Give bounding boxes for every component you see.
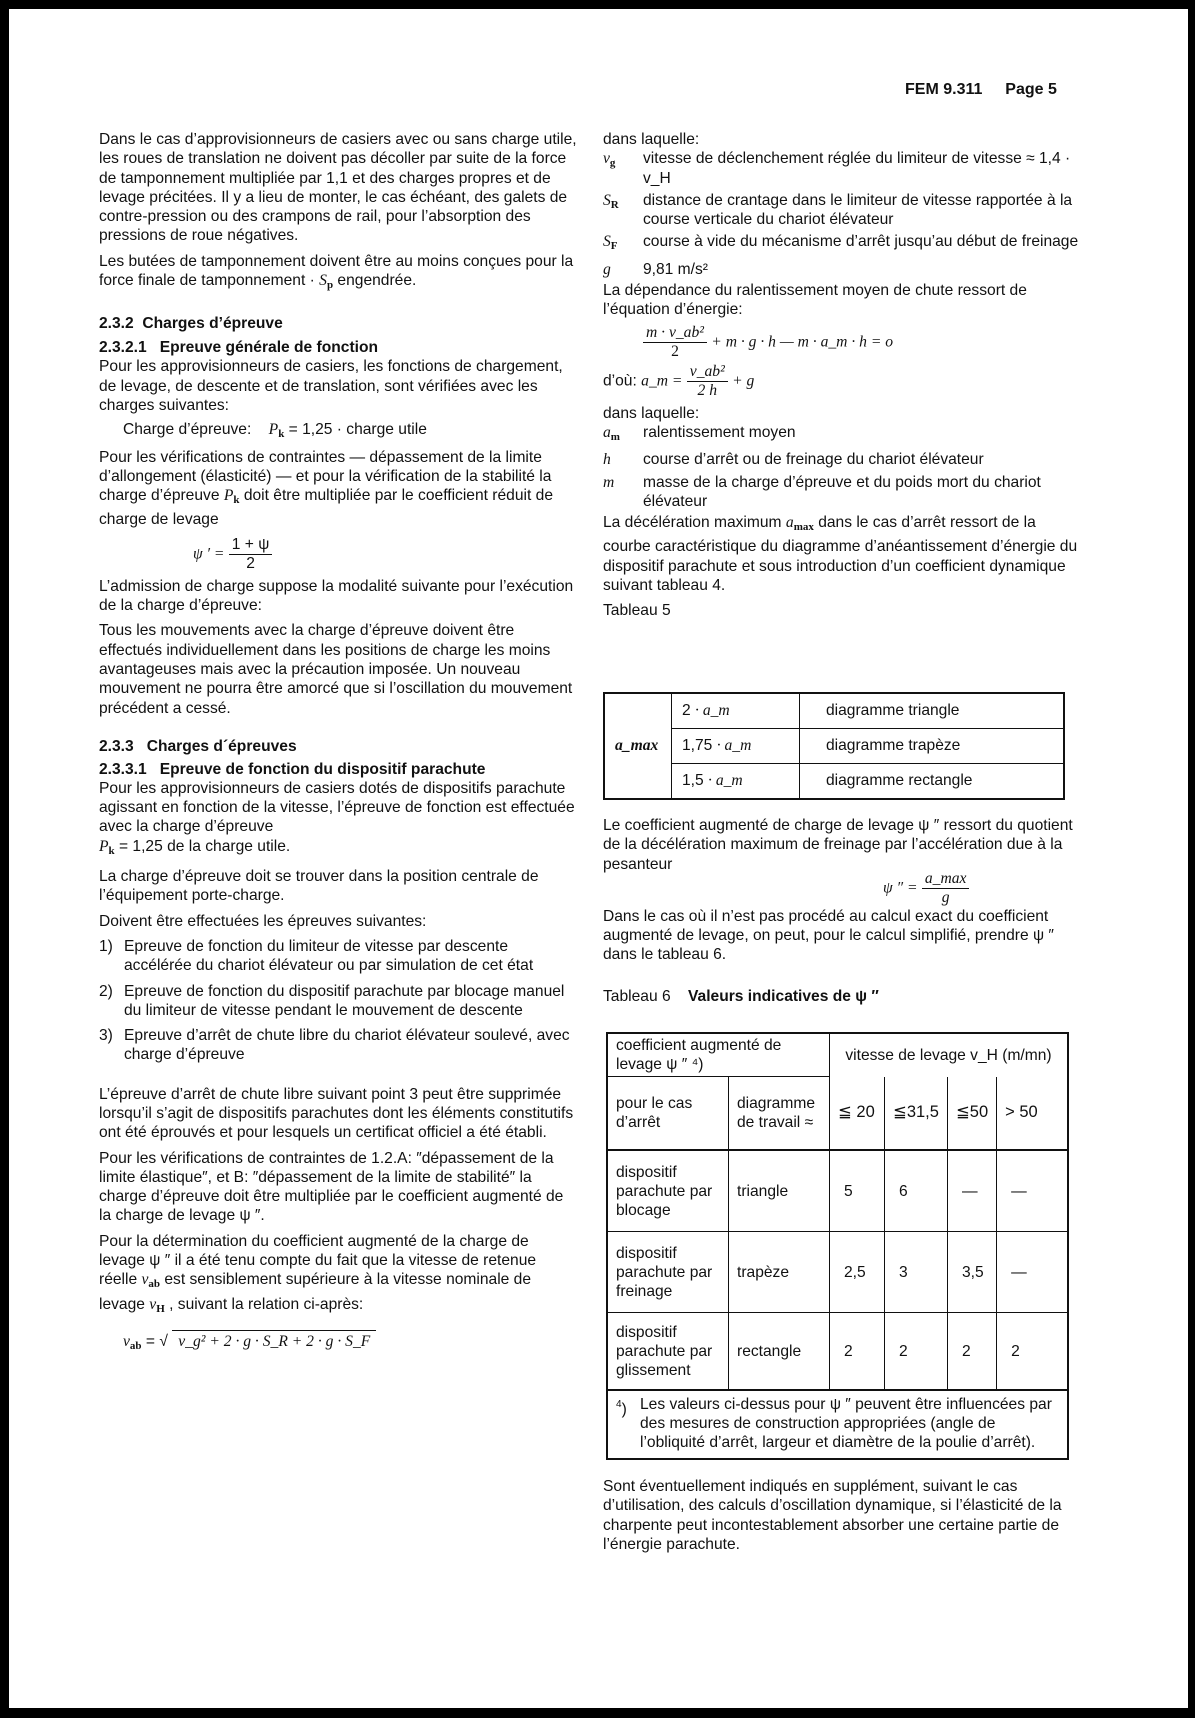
table-cell: 5 (830, 1150, 885, 1232)
test-load-formula: Charge d’épreuve: $P_k = 1,25$ · charge utile (123, 421, 427, 441)
table-cell: 2 (997, 1313, 1068, 1391)
section-heading: 2.3.2.1 Epreuve générale de fonction (99, 339, 379, 357)
definition-item: $S_F$ course à vide du mécanisme d’arrêt jusqu’au début de freinage (603, 233, 1079, 253)
table-cell: — (997, 1150, 1068, 1232)
table-cell: trapèze (729, 1232, 830, 1313)
table-cell: diagramme triangle (800, 693, 1065, 729)
table-cell: dispositif parachute par glissement (607, 1313, 729, 1391)
paragraph: dans laquelle: (603, 404, 700, 422)
table-row (604, 729, 1064, 764)
table-cell: diagramme rectangle (800, 764, 1065, 800)
list-item: 3) Epreuve d’arrêt de chute libre du chariot élévateur soulevé, avec charge d’épreuve (99, 1027, 570, 1064)
paragraph: L’admission de charge suppose la modalité suivante pour l’exécution de la charge d’épreuve: (99, 577, 574, 615)
table-cell: — (997, 1232, 1068, 1313)
paragraph: Pour les vérifications de contraintes de 1.2.A: ″dépassement de la limite élastique″, et B: ″dépassement de la limite de stabilité″ la charge d’épreuve doit être multipliée par le coefficient augmenté de la charge de levage ψ ″. (99, 1149, 564, 1225)
vab-formula: $v_{ab}$ = √ v_g² + 2 · g · S_R + 2 · g · S_F (123, 1333, 577, 1352)
closing-paragraph-block (603, 1477, 1073, 1554)
list-item: 1) Epreuve de fonction du limiteur de vitesse par descente accélérée du chariot élévateur ou par simulation de cet état (99, 937, 534, 975)
table-row (607, 1033, 1068, 1077)
table-cell: 2 · a_m (672, 693, 800, 729)
paragraph: Pour les approvisionneurs de casiers dotés de dispositifs parachute agissant en fonction de la vitesse, l’épreuve de fonction est effectuée avec la charge d’épreuve (99, 779, 575, 836)
definition-item: $S_R$ distance de crantage dans le limiteur de vitesse rapportée à la course verticale du chariot élévateur (603, 191, 1073, 229)
paragraph: L’épreuve d’arrêt de chute libre suivant point 3 peut être supprimée lorsqu’il s’agit de dispositifs parachutes dont les éléments constitutifs ont été éprouvés et pour lesquels un certificat officiel a été établi. (99, 1085, 574, 1142)
definition-item: m masse de la charge d’épreuve et du poids mort du chariot élévateur (603, 473, 1041, 510)
table-header-cell: ≦ 20 (830, 1077, 885, 1151)
table-footnote-row (607, 1390, 1068, 1459)
table-caption: Tableau 6 Valeurs indicatives de ψ ″ (603, 987, 879, 1005)
definition-item: g 9,81 m/s² (603, 260, 708, 278)
table-cell: a_max (604, 693, 672, 799)
paragraph: Sont éventuellement indiqués en supplément, suivant le cas d’utilisation, des calculs d’oscillation dynamique, si l’élasticité de la charpente peut incontestablement absorber une certaine partie de l’énergie parachute. (603, 1478, 1062, 1553)
table-header-cell: coefficient augmenté de levage ψ ″ ⁴) (607, 1033, 830, 1077)
table-header-cell: diagramme de travail ≈ (729, 1077, 830, 1151)
table-cell: diagramme trapèze (800, 729, 1065, 764)
table-row (604, 764, 1064, 800)
definitions-list (603, 149, 1079, 279)
page-number: Page 5 (1005, 81, 1057, 98)
table-header-cell: vitesse de levage v_H (m/mn) (830, 1033, 1069, 1077)
table-5 (603, 692, 1065, 800)
table-cell: 1,75 · a_m (672, 729, 800, 764)
paragraph: Dans le cas où il n’est pas procédé au calcul exact du coefficient augmenté de levage, on peut, pour le calcul simplifié, prendre ψ ″ dans le tableau 6. (603, 907, 1054, 964)
paragraph: dans laquelle: (603, 131, 700, 148)
definition-item: h course d’arrêt ou de freinage du chariot élévateur (603, 451, 984, 469)
table-row (607, 1313, 1068, 1391)
paragraph: Pour la détermination du coefficient augmenté de la charge de levage ψ ″ il a été tenu compte du fait que la vitesse de retenue réelle $v_{ab}$ est sensiblement supérieure à la vitesse nominale de levage $v_H$ , suivant la relation ci-après: (99, 1232, 537, 1315)
table-cell: 2 (947, 1313, 996, 1391)
energy-equation: $\frac{\text{m · v\_ab²}}{2}$ + m · g · h — m · a_m · h = o (643, 324, 1079, 361)
table-cell: rectangle (729, 1313, 830, 1391)
table-cell: 6 (885, 1150, 948, 1232)
table-cell: dispositif parachute par freinage (607, 1232, 729, 1313)
paragraph: Tous les mouvements avec la charge d’épreuve doivent être effectués individuellement dans les positions de charge les moins avantageuses mais avec la précaution imposée. Un nouveau mouvement ne pourra être amorcé que si l’oscillation du mouvement précédent a cessé. (99, 622, 573, 717)
paragraph: $P_k = 1,25$ de la charge utile. (99, 837, 291, 857)
document-id: FEM 9.311 (905, 81, 983, 98)
paragraph: Pour les approvisionneurs de casiers, les fonctions de chargement, de levage, de descente et de translation, sont vérifiées avec les charges suivantes: (99, 358, 563, 414)
table-cell: 2,5 (830, 1232, 885, 1313)
right-column-lower (603, 816, 1079, 1006)
paragraph: Les butées de tamponnement doivent être au moins conçues pour la force finale de tamponnement · $S_p$ engendrée. (99, 252, 574, 292)
table-row (607, 1077, 1068, 1151)
right-column (603, 130, 1079, 621)
paragraph: Le coefficient augmenté de charge de levage ψ ″ ressort du quotient de la décélération maximum de freinage par l’accélération due à la pesanteur (603, 817, 1073, 873)
table-caption: Tableau 5 (603, 602, 671, 620)
table-row (607, 1150, 1068, 1232)
table-row (604, 693, 1064, 729)
psi-double-prime-formula: ψ ″ = $\frac{a\_\max}{g}$ (883, 870, 1079, 907)
psi-prime-formula: ψ ′ = $\frac{1 + \psi}{2}$ (193, 536, 577, 573)
definition-item: $a_m$ ralentissement moyen (603, 423, 796, 443)
paragraph: La dépendance du ralentissement moyen de chute ressort de l’équation d’énergie: (603, 282, 1027, 319)
paragraph: Dans le cas d’approvisionneurs de casiers avec ou sans charge utile, les roues de translation ne doivent pas décoller par suite de la force de tamponnement multipliée par 1,1 et des charges propres et de levage précitées. Il y a lieu de monter, le cas échéant, des galets de contre-pression ou des crampons de rail, pour l’absorption des pressions de roue négatives. (99, 131, 577, 245)
section-heading: 2.3.3 Charges d´épreuves (99, 737, 297, 755)
table-cell: 3,5 (947, 1232, 996, 1313)
list-item: 2) Epreuve de fonction du dispositif parachute par blocage manuel du limiteur de vitesse pendant le mouvement de descente (99, 982, 565, 1019)
table-cell: 2 (885, 1313, 948, 1391)
left-column (99, 130, 577, 1352)
table-cell: 2 (830, 1313, 885, 1391)
table-header-cell: ≦31,5 (885, 1077, 948, 1151)
paragraph: La charge d’épreuve doit se trouver dans la position centrale de l’équipement porte-charge. (99, 868, 539, 905)
table-cell: triangle (729, 1150, 830, 1232)
paragraph: Doivent être effectuées les épreuves suivantes: (99, 912, 427, 930)
section-heading: 2.3.3.1 Epreuve de fonction du dispositif parachute (99, 760, 486, 778)
test-list (99, 937, 577, 1065)
paragraph: Pour les vérifications de contraintes — dépassement de la limite d’allongement (élasticité) — et pour la vérification de la stabilité la charge d’épreuve $P_k$ doit être multipliée par le coefficient réduit de charge de levage (99, 448, 553, 529)
table-header-cell: > 50 (997, 1077, 1068, 1151)
paragraph: La décélération maximum $a_{max}$ dans le cas d’arrêt ressort de la courbe caractéristique du diagramme d’anéantissement d’énergie du dispositif parachute et sous introduction d’un coefficient dynamique suivant tableau 4. (603, 514, 1078, 595)
definitions-list (603, 423, 1079, 511)
table-row (607, 1232, 1068, 1313)
table-cell: 3 (885, 1232, 948, 1313)
table-header-cell: ≦50 (947, 1077, 996, 1151)
definition-item: $v_g$ vitesse de déclenchement réglée du limiteur de vitesse ≈ 1,4 · v_H (603, 150, 1071, 187)
table-6 (606, 1032, 1069, 1460)
table-cell: dispositif parachute par blocage (607, 1150, 729, 1232)
table-header-cell: pour le cas d’arrêt (607, 1077, 729, 1151)
am-equation: d’où: a_m = $\frac{\text{v\_ab²}}{2 h}$ + g (603, 362, 755, 399)
table-cell: — (947, 1150, 996, 1232)
table-footnote: $^4$) Les valeurs ci-dessus pour ψ ″ peuvent être influencées par des mesures de construction appropriées (angle de l’obliquité d’arrêt, largeur et diamètre de la poulie d’arrêt). (607, 1390, 1068, 1459)
page-header (905, 81, 1057, 99)
section-heading: 2.3.2 Charges d’épreuve (99, 315, 283, 333)
document-page (9, 9, 1188, 1708)
table-cell: 1,5 · a_m (672, 764, 800, 800)
